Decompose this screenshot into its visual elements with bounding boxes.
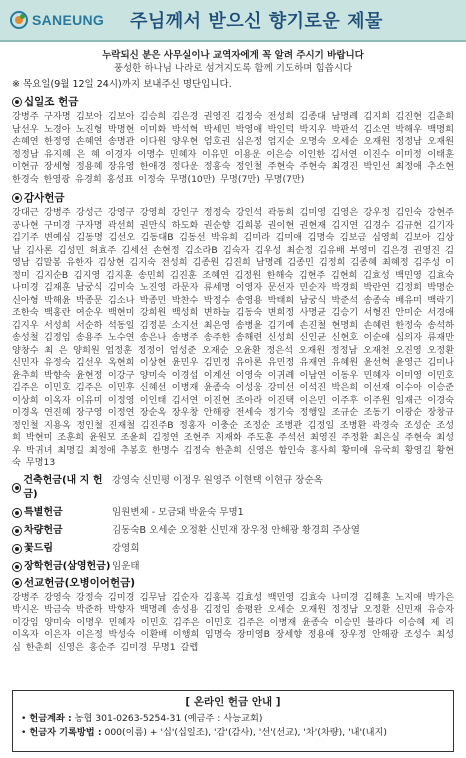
- section-title: 특별헌금: [24, 506, 63, 518]
- donor-names: 강대근 강병주 강성근 강영구 강영희 강인구 정정숙 강인석 곽동희 김미영 김영은 강우정 김인숙 강현주 공나현 구미경 구자명 곽선희 권만식 하도화 권순향 김희봉 권이현 권현재 김지연 김경수 김규현 김기자 김기주 변예심 김동명 김선오 김동대B 김동선 박유희 김미라 김미애 김명숙 김보금 심영희 김보아 김상남 김사론 김성민 허효주 김세선 손현정 김소라B 김숙자 김우성 최순정 김유배 부영미 김은경 권영진 김영남 김말봉 유한자 김상현 김지숙 전성희 김종원 김진희 남명례 김종민 김정희 김종혜 최혜정 김주성 이정미 김지순B 김지영 김지훈 송민희 김진훈 조혜연 김정원 한해숙 김현주 김현희 김효성 백민영 김효숙 나미경 김재훈 남궁식 김미숙 노진영 라문자 류세명 이영자 문선자 민순자 박경희 박란연 김정희 박명순 신아형 박해윤 박종문 김소나 박종민 박찬수 박정수 송영용 박태희 남궁식 박준석 송종숙 배유미 백락기 조한숙 백홍란 여순우 백현미 강희원 백성희 변하늘 김동숙 변희정 사명균 김승기 서형진 안미순 서경애 김지우 서성희 서순하 석동일 김정분 소지선 최은영 송병윤 김기예 손진철 현명희 손혜련 한정숙 송석하 송성철 김정임 송용주 노수연 송은나 송병주 송주한 송해련 신성희 신인균 신현호 이순애 심의자 류재만 양창수 최 은 양희원 엄정훈 정정이 엄성준 오재순 오윤환 정은석 오재원 정정남 오재천 오진영 오정환 신민자 유정숙 김선우 옥현희 이상현 윤민우 김민정 유아론 유민정 유재연 유혜원 윤선혁 윤영근 김미나 윤추희 박향숙 윤현정 이강구 양미숙 이경섭 이계선 이영숙 이귀례 이남연 이동우 민혜자 이미영 이민호 김주은 이민호 김주은 이민후 신혜선 이병재 윤종숙 이성웅 강미선 이석진 박은희 이선재 이수아 이승준 이상희 이옥자 이유미 이정영 이인태 김서연 이진현 조아라 이진택 이은민 이주후 이주원 임재근 이경숙 이경옥 연진혜 장구영 이정연 장순옥 장우창 안해광 전세숙 정기숙 정행일 조규순 조동기 이광순 장창규 정인철 지용옥 정인철 진재철 김진주B 정홍자 이충순 조정순 조병관 김정일 조병환 곽경숙 조성순 조성희 박현미 조훈희 윤원모 조윤희 김정연 조현주 지재화 주도훈 주석선 최영진 주정환 최은실 주현숙 최성우 박귀녀 최명길 최정애 추봉호 한명수 김정숙 한춘희 신영은 함인숙 홍사희 황미애 유국희 황영길 황현숙 무명13: [12, 207, 454, 468]
- bullet-icon: [12, 483, 21, 493]
- guide-label: 헌금자 기록방법 :: [29, 727, 102, 738]
- section-title: 꽃드림: [24, 542, 53, 554]
- donor-names: 김동숙B 오세순 오정환 신민재 장우정 안해광 황경희 주상열: [112, 524, 360, 536]
- donor-names: 강병주 구자명 김보아 김보아 김승희 김은경 권영진 김정숙 전성희 김종대 남명례 김지희 김진현 김춘희 남선우 노경아 노진형 박명현 이미화 박석혁 박세민 박영애 박인덕 박지우 박판석 김소연 박해우 백명희 손혜연 한정영 손혜연 송명관 이다원 양우현 엄호권 심은정 엄지순 오명숙 오세순 오재원 정정남 오재원 정정남 유지혜 은 혜 이경자 이명수 민혜자 이유민 이용운 이은승 이인한 김서연 이진수 이미정 이태훈 이현규 장세형 정용혜 장유영 한애경 정다운 정홍숙 정인철 주현숙 주현숙 최경진 박인선 최정애 추소현 한경숙 한영광 유경희 홍성표 이정숙 무명(10만) 무명(7만) 무명(7만): [12, 111, 454, 185]
- account-line: • 헌금계좌 : 농협 301-0263-5254-31 (예금주 : 사능교회): [21, 713, 263, 724]
- logo-text: SANEUNG: [32, 12, 105, 28]
- section-title: 건축헌금(내 지 헌 금): [23, 474, 103, 500]
- guide-value: 000(이름) + '십'(십일조), '감'(감사), '선'(선교), '차'(차량), '내'(내지): [104, 727, 387, 738]
- section-vehicle: [12, 524, 454, 538]
- donor-names: 강영희: [112, 542, 140, 554]
- bullet-icon: [12, 578, 22, 588]
- section-flower: [12, 542, 454, 556]
- info-box-title: [ 온라인 헌금 안내 ]: [185, 696, 281, 708]
- bullet-icon: [12, 508, 22, 518]
- section-special: [12, 506, 454, 520]
- intro-line-2: 풍성한 하나님 나라로 섬겨지도록 함께 기도하며 힘씁시다: [113, 63, 353, 74]
- bullet-icon: [12, 97, 22, 107]
- donor-names: 임원변체 - 모금돼 박윤숙 무명1: [112, 506, 244, 518]
- deadline-notice: ※ 목요일(9월 12일 24시)까지 보내주신 명단입니다.: [12, 79, 232, 90]
- section-tithe: [12, 95, 454, 186]
- bullet-icon: [12, 544, 22, 554]
- church-logo: [10, 11, 120, 29]
- section-building: [12, 474, 454, 502]
- guide-line: • 헌금자 기록방법 : 000(이름) + '십'(십일조), '감'(감사), '선'(선교), '차'(차량), '내'(내지): [21, 727, 387, 738]
- account-value: 농협 301-0263-5254-31 (예금주 : 사능교회): [74, 713, 263, 724]
- donor-names: 강병주 강영숙 강정숙 김미경 김무남 김순자 김홍복 김효성 백민영 김효숙 나미경 김해훈 노지애 박가은 박시온 박금숙 박준하 박향자 백명례 송성용 김정임 송평완 오세순 오재원 정정남 오정환 신민재 유승자 이강임 양미숙 이명우 민혜자 이민호 김주은 이민호 김주은 이병재 윤종숙 이승민 블라다 이승혜 제 리 이옥자 이은자 이은정 박성숙 이환배 이행희 임명숙 장미영B 장세향 정용애 장우정 안해광 조성수 최성심 한춘희 신영은 홍순주 김미경 무명1 갈렙: [12, 591, 454, 653]
- donor-names: 임운태: [112, 560, 140, 572]
- section-title: 선교헌금(오병이어헌금): [24, 576, 136, 589]
- section-scholarship: [12, 560, 454, 574]
- bullet-icon: [12, 526, 22, 536]
- section-title: 차량헌금: [24, 524, 63, 536]
- logo-icon: [10, 11, 28, 29]
- intro-line-1: 누락되신 분은 사무실이나 교역자에게 꼭 알려 주시기 바랍니다: [102, 50, 364, 61]
- section-title: 장학헌금(삼영헌금): [24, 560, 111, 572]
- section-mission: [12, 576, 454, 655]
- intro-text: [0, 49, 466, 75]
- donor-names: 강영숙 신민평 이정우 원영주 이현택 이현규 장순옥: [112, 474, 323, 486]
- bullet-icon: [12, 562, 22, 572]
- section-thanks: [12, 191, 454, 470]
- bullet-icon: [12, 193, 22, 203]
- online-offering-info-box: [12, 690, 454, 752]
- page-title: 주님께서 받으신 향기로운 제물: [130, 11, 383, 32]
- section-title: 십일조 헌금: [24, 96, 79, 108]
- account-label: 헌금계좌 :: [29, 713, 72, 724]
- header-banner: [0, 0, 466, 42]
- section-title: 감사헌금: [24, 192, 65, 204]
